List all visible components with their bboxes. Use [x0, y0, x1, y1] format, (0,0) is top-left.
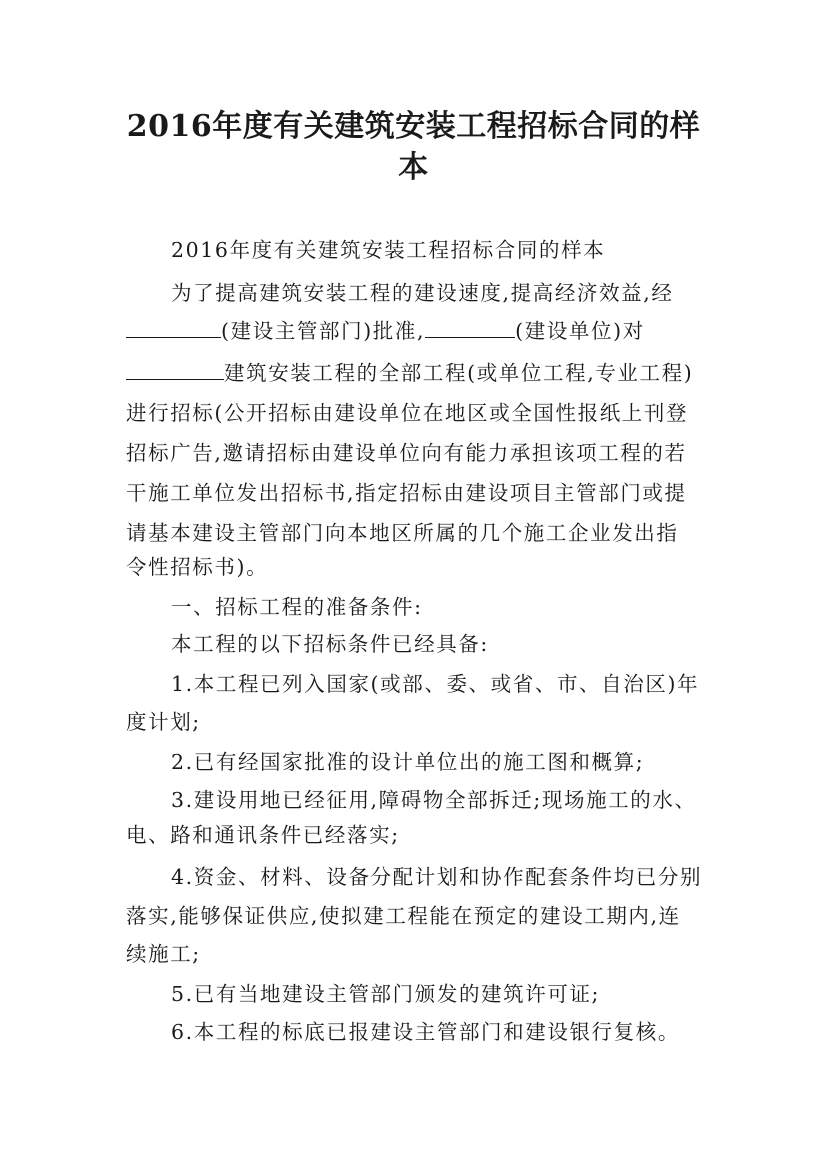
list-item: 4.资金、材料、设备分配计划和协作配套条件均已分别: [171, 865, 703, 889]
inline-text: (建设单位)对: [515, 319, 645, 343]
list-item-continuation: 续施工;: [126, 942, 201, 966]
paragraph-line: 进行招标(公开招标由建设单位在地区或全国性报纸上刊登: [126, 401, 689, 425]
paragraph-line: 招标广告,邀请招标由建设单位向有能力承担该项工程的若: [126, 441, 687, 465]
list-item: 2.已有经国家批准的设计单位出的施工图和概算;: [171, 750, 645, 774]
fill-in-blank[interactable]: [126, 357, 224, 380]
paragraph-line: 2016年度有关建筑安装工程招标合同的样本: [171, 238, 606, 262]
paragraph-line: 本工程的以下招标条件已经具备:: [171, 632, 489, 656]
paragraph-line: [126, 315, 645, 346]
inline-text: (建设主管部门)批准,: [221, 319, 426, 343]
document-title-line-1: 2016年度有关建筑安装工程招标合同的样: [126, 109, 701, 144]
list-item: 1.本工程已列入国家(或部、委、或省、市、自治区)年: [171, 672, 700, 696]
list-item-continuation: 电、路和通讯条件已经落实;: [126, 823, 400, 847]
paragraph-line: [126, 357, 693, 388]
paragraph-line: 为了提高建筑安装工程的建设速度,提高经济效益,经: [171, 281, 674, 305]
fill-in-blank[interactable]: [425, 315, 515, 338]
list-item: 3.建设用地已经征用,障碍物全部拆迁;现场施工的水、: [171, 788, 697, 812]
paragraph-line: 请基本建设主管部门向本地区所属的几个施工企业发出指: [126, 521, 679, 545]
list-item: 5.已有当地建设主管部门颁发的建筑许可证;: [171, 982, 601, 1006]
fill-in-blank[interactable]: [126, 315, 221, 338]
paragraph-line: 干施工单位发出招标书,指定招标由建设项目主管部门或提: [126, 481, 687, 505]
inline-text: 建筑安装工程的全部工程(或单位工程,专业工程): [224, 361, 694, 385]
list-item-continuation: 落实,能够保证供应,使拟建工程能在预定的建设工期内,连: [126, 904, 681, 928]
document-title-line-2: 本: [398, 150, 429, 185]
list-item-continuation: 度计划;: [126, 710, 201, 734]
paragraph-line: 令性招标书)。: [126, 555, 269, 579]
list-item: 6.本工程的标底已报建设主管部门和建设银行复核。: [171, 1020, 680, 1044]
section-heading: 一、招标工程的准备条件:: [171, 595, 423, 619]
